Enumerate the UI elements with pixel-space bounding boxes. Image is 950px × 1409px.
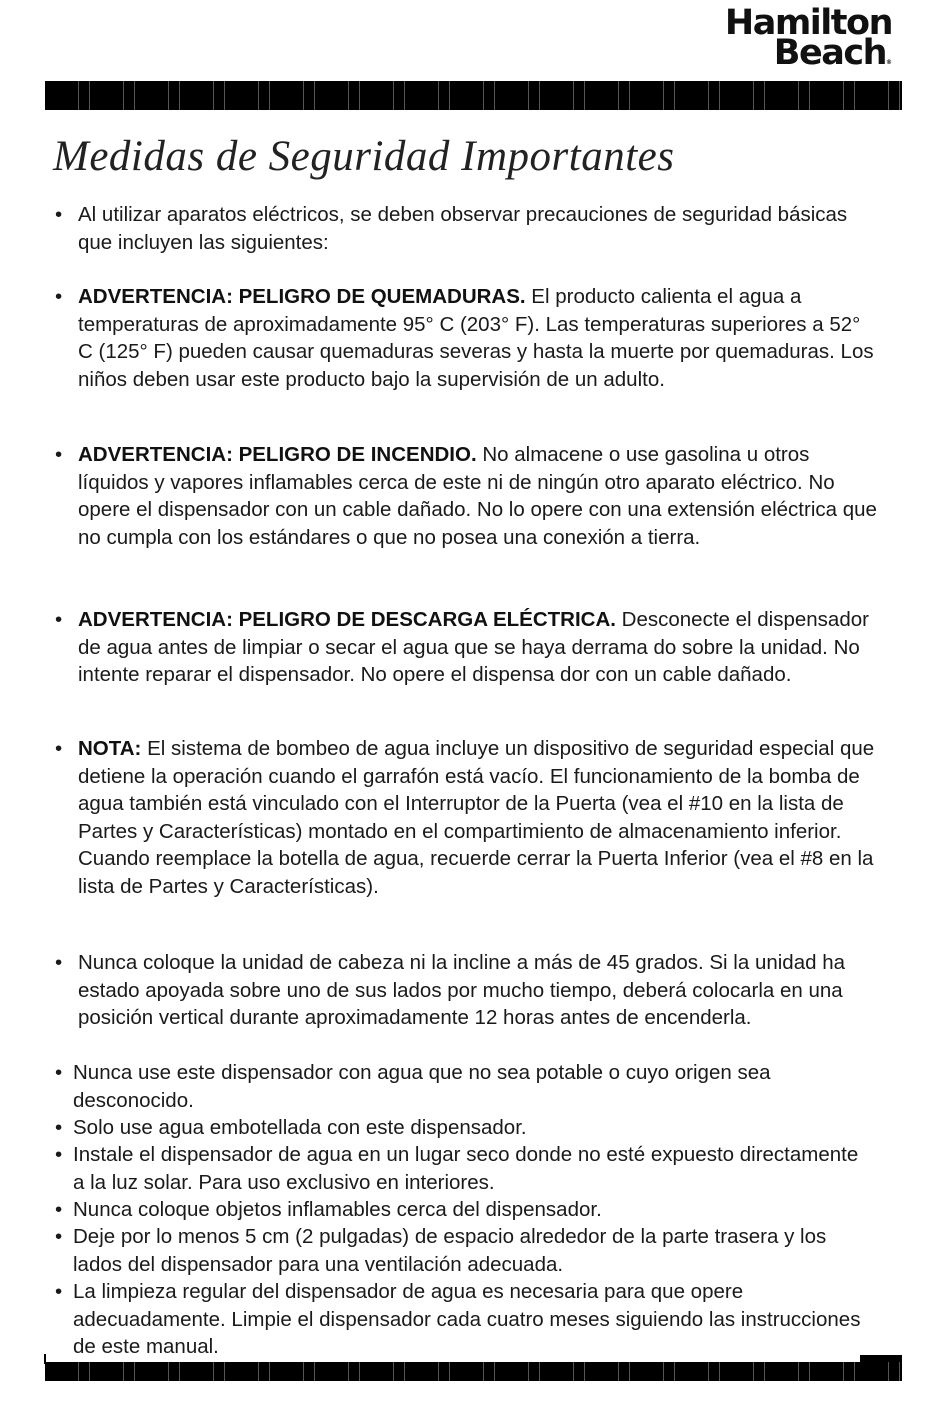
bullet-icon: • — [55, 1143, 63, 1166]
bullet-icon: • — [55, 1061, 63, 1084]
item-text: El producto calienta el agua a temperaturas de aproximadamente 95° C (203° F). Las temperaturas superiores a 52° C (125° F) pueden causar quemaduras severas y hasta la muerte por quemaduras. Los niños deben usar este producto bajo la supervisión de un adulto. — [78, 285, 874, 391]
item-text: Nunca coloque objetos inflamables cerca del dispensador. — [73, 1198, 602, 1221]
bullet-icon: • — [55, 951, 63, 974]
bullet-icon: • — [55, 203, 63, 226]
bullet-icon: • — [55, 608, 63, 631]
logo-line-1: Hamilton — [724, 3, 892, 43]
item-text: Desconecte el dispensador de agua antes de limpiar o secar el agua que se haya derrama do sobre la unidad. No intente reparar el dispensador. No opere el dispensa dor con un cable dañado. — [78, 608, 869, 686]
item-text: La limpieza regular del dispensador de agua es necesaria para que opere adecuadamente. Limpie el dispensador cada cuatro meses siguiendo las instrucciones de este manual. — [73, 1280, 861, 1358]
safety-item — [55, 1223, 873, 1278]
bullet-icon: • — [55, 737, 63, 760]
registered-mark: ® — [886, 59, 892, 66]
safety-item — [55, 1196, 873, 1224]
warning-label: NOTA: — [78, 737, 142, 760]
bullet-icon: • — [55, 1225, 63, 1248]
footer-bar — [45, 1362, 902, 1381]
warning-label: ADVERTENCIA: PELIGRO DE INCENDIO. — [78, 443, 477, 466]
item-text: No almacene o use gasolina u otros líquidos y vapores inflamables cerca de este ni de ningún otro aparato eléctrico. No opere el dispensador con un cable dañado. No lo opere con una extensión eléctrica que no cumpla con los estándares o que no posea una conexión a tierra. — [78, 443, 877, 549]
page-title: Medidas de Seguridad Importantes — [53, 133, 675, 180]
warning-label: ADVERTENCIA: PELIGRO DE DESCARGA ELÉCTRICA. — [78, 608, 616, 631]
safety-item — [55, 283, 878, 393]
bullet-icon: • — [55, 1280, 63, 1303]
safety-item — [55, 735, 878, 900]
item-text: Solo use agua embotellada con este dispensador. — [73, 1116, 527, 1139]
item-text: Instale el dispensador de agua en un lugar seco donde no esté expuesto directamente a la luz solar. Para uso exclusivo en interiores. — [73, 1143, 859, 1194]
item-text: El sistema de bombeo de agua incluye un dispositivo de seguridad especial que detiene la operación cuando el garrafón está vacío. El funcionamiento de la bomba de agua también está vinculado con el Interruptor de la Puerta (vea el #10 en la lista de Partes y Características) montado en el compartimiento de almacenamiento inferior. Cuando reemplace la botella de agua, recuerde cerrar la Puerta Inferior (vea el #8 en la lista de Partes y Características). — [78, 737, 875, 898]
header-bar — [45, 81, 902, 110]
bullet-icon: • — [55, 443, 63, 466]
warning-label: ADVERTENCIA: PELIGRO DE QUEMADURAS. — [78, 285, 526, 308]
safety-item — [55, 1278, 873, 1361]
safety-item — [55, 949, 878, 1032]
item-text: Nunca coloque la unidad de cabeza ni la incline a más de 45 grados. Si la unidad ha estado apoyada sobre uno de sus lados por mucho tiempo, deberá colocarla en una posición vertical durante aproximadamente 12 horas antes de encenderla. — [78, 951, 845, 1029]
bullet-icon: • — [55, 1116, 63, 1139]
item-text: Al utilizar aparatos eléctricos, se deben observar precauciones de seguridad básicas que incluyen las siguientes: — [78, 203, 848, 254]
bullet-icon: • — [55, 285, 63, 308]
item-text: Nunca use este dispensador con agua que no sea potable o cuyo origen sea desconocido. — [73, 1061, 771, 1112]
safety-item — [55, 1059, 873, 1114]
safety-item — [55, 441, 878, 551]
bullet-icon: • — [55, 1198, 63, 1221]
item-text: Deje por lo menos 5 cm (2 pulgadas) de espacio alrededor de la parte trasera y los lados del dispensador para una ventilación adecuada. — [73, 1225, 827, 1276]
safety-item — [55, 1141, 873, 1196]
logo-line-2: Beach — [773, 33, 886, 73]
safety-item — [55, 201, 878, 256]
safety-item — [55, 1114, 873, 1142]
safety-item — [55, 606, 878, 689]
hamilton-beach-logo — [724, 3, 892, 78]
